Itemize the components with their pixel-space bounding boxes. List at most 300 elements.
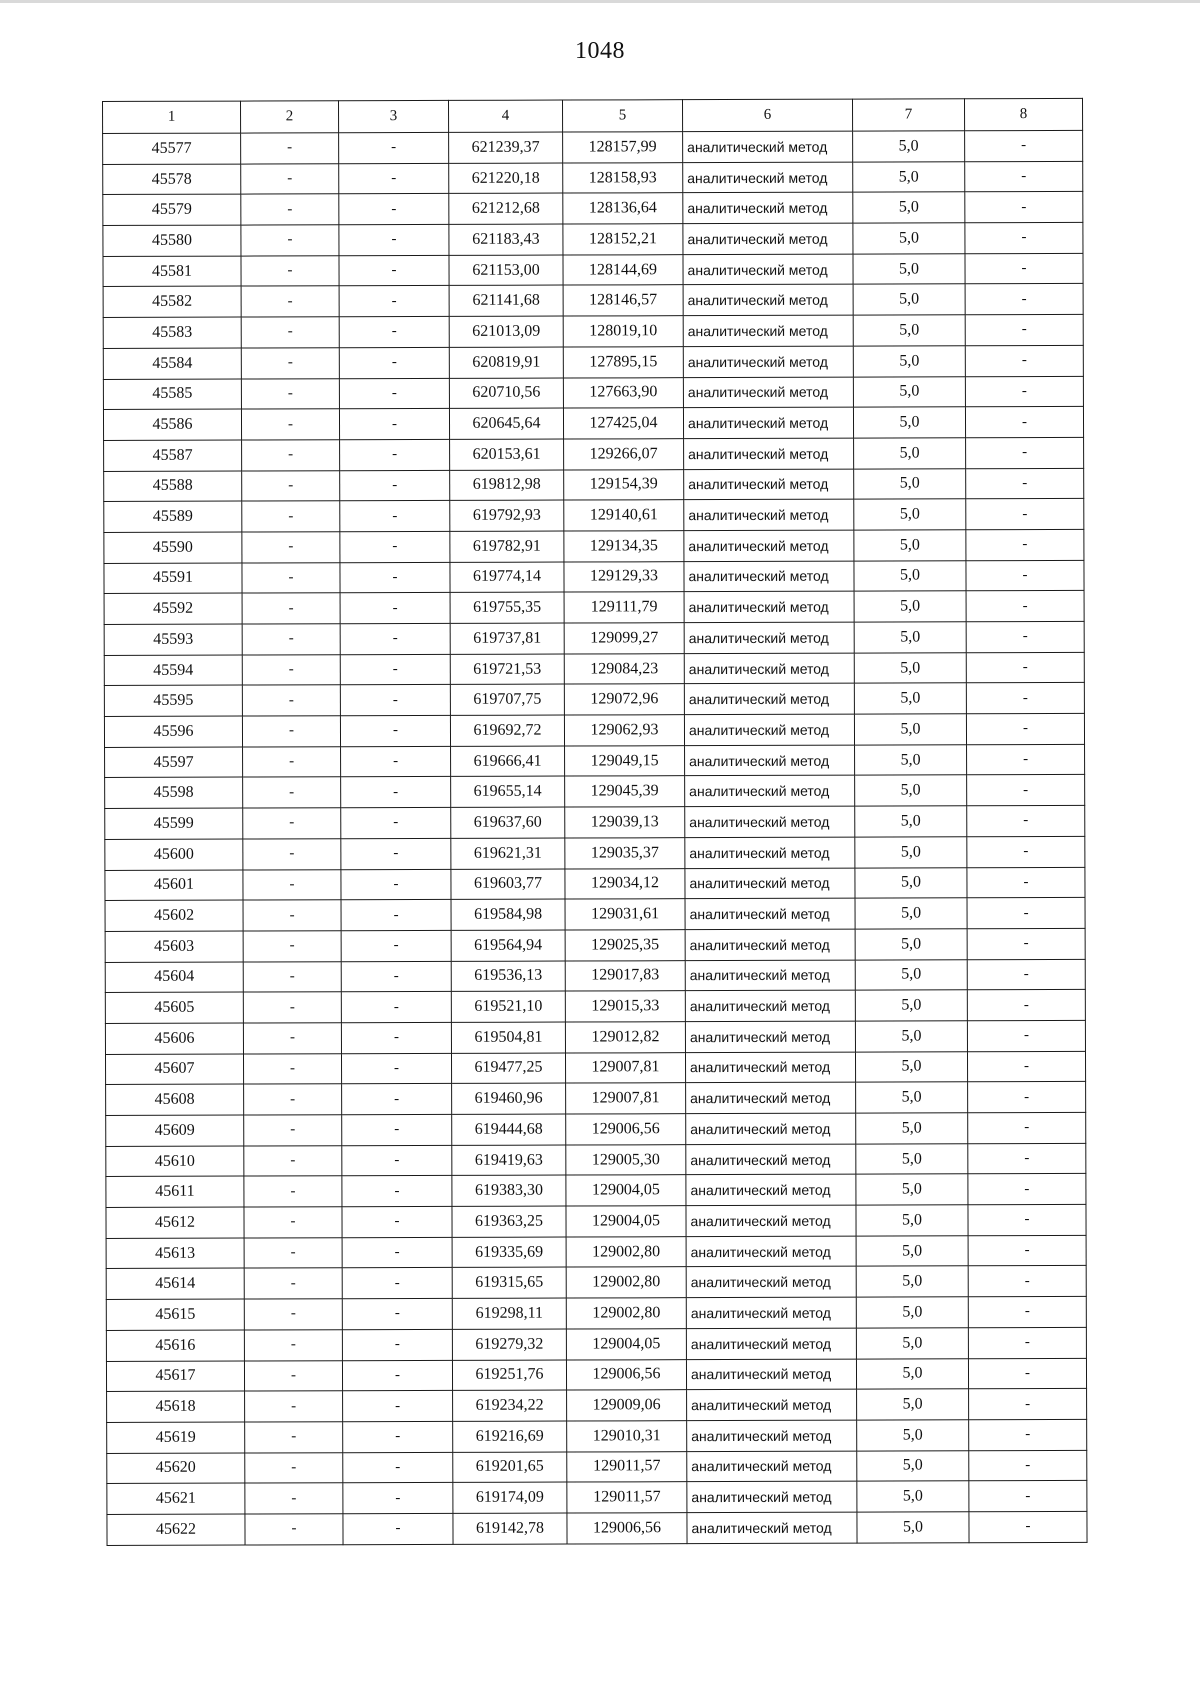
y-coordinate-cell: 129025,35 bbox=[565, 930, 685, 961]
table-row bbox=[103, 315, 1083, 349]
x-coordinate-cell: 619564,94 bbox=[451, 930, 565, 961]
accuracy-cell: 5,0 bbox=[855, 867, 967, 898]
column-8-cell: - bbox=[965, 222, 1083, 253]
column-2-cell: - bbox=[241, 225, 339, 256]
accuracy-cell: 5,0 bbox=[856, 1266, 968, 1297]
column-2-cell: - bbox=[245, 1391, 343, 1422]
y-coordinate-cell: 128136,64 bbox=[563, 193, 683, 224]
accuracy-cell: 5,0 bbox=[854, 591, 966, 622]
column-3-cell: - bbox=[339, 255, 449, 286]
column-8-cell: - bbox=[966, 713, 1084, 744]
column-2-cell: - bbox=[241, 133, 339, 164]
column-2-cell: - bbox=[241, 194, 339, 225]
point-number-cell: 45616 bbox=[106, 1330, 244, 1361]
method-cell: аналитический метод bbox=[685, 990, 855, 1021]
table-row bbox=[103, 192, 1083, 226]
column-3-cell: - bbox=[340, 654, 450, 685]
column-8-cell: - bbox=[965, 161, 1083, 192]
point-number-cell: 45587 bbox=[104, 440, 242, 471]
column-3-cell: - bbox=[341, 900, 451, 931]
column-2-cell: - bbox=[244, 1238, 342, 1269]
page-number: 1048 bbox=[575, 38, 625, 64]
column-2-cell: - bbox=[244, 1268, 342, 1299]
accuracy-cell: 5,0 bbox=[857, 1389, 969, 1420]
column-header-2: 2 bbox=[241, 101, 339, 133]
column-3-cell: - bbox=[339, 224, 449, 255]
column-8-cell: - bbox=[967, 867, 1085, 898]
method-cell: аналитический метод bbox=[686, 1082, 856, 1113]
table-row bbox=[103, 284, 1083, 318]
column-2-cell: - bbox=[243, 900, 341, 931]
y-coordinate-cell: 129002,80 bbox=[566, 1267, 686, 1298]
y-coordinate-cell: 129011,57 bbox=[567, 1451, 687, 1482]
point-number-cell: 45580 bbox=[103, 225, 241, 256]
y-coordinate-cell: 129266,07 bbox=[564, 439, 684, 470]
column-8-cell: - bbox=[968, 1143, 1086, 1174]
x-coordinate-cell: 619584,98 bbox=[451, 899, 565, 930]
point-number-cell: 45593 bbox=[104, 624, 242, 655]
x-coordinate-cell: 621183,43 bbox=[449, 224, 563, 255]
y-coordinate-cell: 129006,56 bbox=[566, 1359, 686, 1390]
accuracy-cell: 5,0 bbox=[857, 1450, 969, 1481]
y-coordinate-cell: 129099,27 bbox=[564, 623, 684, 654]
point-number-cell: 45618 bbox=[107, 1391, 245, 1422]
table-row bbox=[105, 1051, 1085, 1085]
table-row bbox=[107, 1389, 1087, 1423]
table-row bbox=[107, 1481, 1087, 1515]
accuracy-cell: 5,0 bbox=[854, 438, 966, 469]
y-coordinate-cell: 129134,35 bbox=[564, 531, 684, 562]
coordinates-table bbox=[102, 98, 1088, 1546]
table-row bbox=[104, 683, 1084, 717]
column-2-cell: - bbox=[244, 1115, 342, 1146]
table-row bbox=[104, 499, 1084, 533]
column-2-cell: - bbox=[241, 409, 339, 440]
table-row bbox=[103, 253, 1083, 287]
table-row bbox=[105, 806, 1085, 840]
column-2-cell: - bbox=[244, 1207, 342, 1238]
column-3-cell: - bbox=[340, 623, 450, 654]
point-number-cell: 45592 bbox=[104, 593, 242, 624]
method-cell: аналитический метод bbox=[685, 806, 855, 837]
column-3-cell: - bbox=[341, 869, 451, 900]
method-cell: аналитический метод bbox=[687, 1389, 857, 1420]
column-2-cell: - bbox=[243, 808, 341, 839]
y-coordinate-cell: 128144,69 bbox=[563, 254, 683, 285]
method-cell: аналитический метод bbox=[686, 1113, 856, 1144]
column-2-cell: - bbox=[245, 1514, 343, 1545]
method-cell: аналитический метод bbox=[686, 1359, 856, 1390]
table-row bbox=[103, 376, 1083, 410]
column-2-cell: - bbox=[243, 992, 341, 1023]
column-3-cell: - bbox=[343, 1483, 453, 1514]
table-row bbox=[106, 1297, 1086, 1331]
y-coordinate-cell: 129017,83 bbox=[565, 960, 685, 991]
column-3-cell: - bbox=[341, 961, 451, 992]
table-row bbox=[105, 990, 1085, 1024]
table-row bbox=[105, 836, 1085, 870]
accuracy-cell: 5,0 bbox=[853, 223, 965, 254]
column-3-cell: - bbox=[340, 501, 450, 532]
accuracy-cell: 5,0 bbox=[854, 560, 966, 591]
accuracy-cell: 5,0 bbox=[857, 1420, 969, 1451]
column-2-cell: - bbox=[244, 1330, 342, 1361]
accuracy-cell: 5,0 bbox=[855, 898, 967, 929]
column-2-cell: - bbox=[244, 1084, 342, 1115]
point-number-cell: 45619 bbox=[107, 1422, 245, 1453]
point-number-cell: 45602 bbox=[105, 900, 243, 931]
point-number-cell: 45579 bbox=[103, 194, 241, 225]
column-8-cell: - bbox=[966, 652, 1084, 683]
accuracy-cell: 5,0 bbox=[853, 131, 965, 162]
table-row bbox=[106, 1112, 1086, 1146]
x-coordinate-cell: 619603,77 bbox=[451, 869, 565, 900]
table-row bbox=[104, 713, 1084, 747]
y-coordinate-cell: 129084,23 bbox=[564, 653, 684, 684]
column-2-cell: - bbox=[245, 1452, 343, 1483]
table-row bbox=[103, 222, 1083, 256]
column-2-cell: - bbox=[243, 931, 341, 962]
column-8-cell: - bbox=[968, 1204, 1086, 1235]
x-coordinate-cell: 621220,18 bbox=[449, 163, 563, 194]
column-2-cell: - bbox=[241, 378, 339, 409]
method-cell: аналитический метод bbox=[683, 254, 853, 285]
y-coordinate-cell: 129002,80 bbox=[566, 1298, 686, 1329]
column-8-cell: - bbox=[968, 1235, 1086, 1266]
column-8-cell: - bbox=[969, 1511, 1087, 1542]
column-8-cell: - bbox=[967, 1051, 1085, 1082]
y-coordinate-cell: 129009,06 bbox=[567, 1390, 687, 1421]
point-number-cell: 45607 bbox=[105, 1054, 243, 1085]
point-number-cell: 45613 bbox=[106, 1238, 244, 1269]
column-2-cell: - bbox=[245, 1422, 343, 1453]
method-cell: аналитический метод bbox=[686, 1144, 856, 1175]
column-3-cell: - bbox=[340, 685, 450, 716]
x-coordinate-cell: 619755,35 bbox=[450, 592, 564, 623]
y-coordinate-cell: 129007,81 bbox=[566, 1083, 686, 1114]
table-row bbox=[106, 1358, 1086, 1392]
column-2-cell: - bbox=[242, 440, 340, 471]
column-8-cell: - bbox=[967, 744, 1085, 775]
point-number-cell: 45609 bbox=[106, 1115, 244, 1146]
column-3-cell: - bbox=[342, 1268, 452, 1299]
column-3-cell: - bbox=[342, 1299, 452, 1330]
point-number-cell: 45578 bbox=[103, 164, 241, 195]
y-coordinate-cell: 129140,61 bbox=[564, 500, 684, 531]
method-cell: аналитический метод bbox=[683, 223, 853, 254]
x-coordinate-cell: 619279,32 bbox=[452, 1329, 566, 1360]
table-row bbox=[103, 407, 1083, 441]
y-coordinate-cell: 129129,33 bbox=[564, 561, 684, 592]
x-coordinate-cell: 619621,31 bbox=[451, 838, 565, 869]
method-cell: аналитический метод bbox=[686, 1297, 856, 1328]
y-coordinate-cell: 128158,93 bbox=[563, 162, 683, 193]
method-cell: аналитический метод bbox=[685, 960, 855, 991]
point-number-cell: 45600 bbox=[105, 839, 243, 870]
column-3-cell: - bbox=[339, 163, 449, 194]
column-2-cell: - bbox=[241, 163, 339, 194]
method-cell: аналитический метод bbox=[685, 929, 855, 960]
column-8-cell: - bbox=[966, 560, 1084, 591]
column-8-cell: - bbox=[966, 468, 1084, 499]
point-number-cell: 45606 bbox=[105, 1023, 243, 1054]
point-number-cell: 45588 bbox=[104, 471, 242, 502]
table-row bbox=[107, 1511, 1087, 1545]
point-number-cell: 45604 bbox=[105, 962, 243, 993]
method-cell: аналитический метод bbox=[686, 1328, 856, 1359]
column-8-cell: - bbox=[967, 898, 1085, 929]
column-3-cell: - bbox=[341, 930, 451, 961]
column-3-cell: - bbox=[341, 808, 451, 839]
point-number-cell: 45620 bbox=[107, 1453, 245, 1484]
x-coordinate-cell: 619707,75 bbox=[450, 684, 564, 715]
y-coordinate-cell: 128019,10 bbox=[563, 316, 683, 347]
x-coordinate-cell: 620819,91 bbox=[449, 347, 563, 378]
table-header bbox=[103, 98, 1083, 133]
point-number-cell: 45617 bbox=[106, 1361, 244, 1392]
column-3-cell: - bbox=[341, 746, 451, 777]
column-8-cell: - bbox=[967, 775, 1085, 806]
column-3-cell: - bbox=[343, 1513, 453, 1544]
column-3-cell: - bbox=[339, 286, 449, 317]
method-cell: аналитический метод bbox=[685, 837, 855, 868]
column-8-cell: - bbox=[966, 499, 1084, 530]
y-coordinate-cell: 129035,37 bbox=[565, 837, 685, 868]
accuracy-cell: 5,0 bbox=[857, 1481, 969, 1512]
point-number-cell: 45603 bbox=[105, 931, 243, 962]
column-2-cell: - bbox=[242, 654, 340, 685]
y-coordinate-cell: 129072,96 bbox=[564, 684, 684, 715]
column-2-cell: - bbox=[245, 1483, 343, 1514]
y-coordinate-cell: 129006,56 bbox=[567, 1513, 687, 1544]
accuracy-cell: 5,0 bbox=[854, 468, 966, 499]
column-3-cell: - bbox=[342, 1237, 452, 1268]
point-number-cell: 45610 bbox=[106, 1146, 244, 1177]
column-8-cell: - bbox=[969, 1389, 1087, 1420]
column-3-cell: - bbox=[343, 1391, 453, 1422]
column-3-cell: - bbox=[343, 1452, 453, 1483]
y-coordinate-cell: 129007,81 bbox=[565, 1052, 685, 1083]
table-row bbox=[106, 1235, 1086, 1269]
accuracy-cell: 5,0 bbox=[856, 1236, 968, 1267]
accuracy-cell: 5,0 bbox=[856, 1358, 968, 1389]
column-3-cell: - bbox=[340, 531, 450, 562]
table-row bbox=[106, 1327, 1086, 1361]
method-cell: аналитический метод bbox=[687, 1420, 857, 1451]
header-row bbox=[103, 98, 1083, 133]
column-3-cell: - bbox=[339, 409, 449, 440]
column-3-cell: - bbox=[339, 317, 449, 348]
column-header-7: 7 bbox=[852, 99, 964, 131]
column-3-cell: - bbox=[339, 194, 449, 225]
point-number-cell: 45599 bbox=[105, 808, 243, 839]
y-coordinate-cell: 129031,61 bbox=[565, 899, 685, 930]
y-coordinate-cell: 129012,82 bbox=[565, 1022, 685, 1053]
accuracy-cell: 5,0 bbox=[853, 346, 965, 377]
point-number-cell: 45605 bbox=[105, 992, 243, 1023]
column-header-8: 8 bbox=[964, 98, 1082, 130]
column-8-cell: - bbox=[968, 1082, 1086, 1113]
x-coordinate-cell: 619444,68 bbox=[452, 1114, 566, 1145]
accuracy-cell: 5,0 bbox=[853, 315, 965, 346]
column-3-cell: - bbox=[341, 777, 451, 808]
method-cell: аналитический метод bbox=[684, 469, 854, 500]
column-8-cell: - bbox=[966, 437, 1084, 468]
accuracy-cell: 5,0 bbox=[853, 407, 965, 438]
method-cell: аналитический метод bbox=[684, 622, 854, 653]
method-cell: аналитический метод bbox=[684, 591, 854, 622]
column-3-cell: - bbox=[342, 1084, 452, 1115]
x-coordinate-cell: 619792,93 bbox=[450, 500, 564, 531]
accuracy-cell: 5,0 bbox=[857, 1512, 969, 1543]
method-cell: аналитический метод bbox=[683, 193, 853, 224]
point-number-cell: 45584 bbox=[103, 348, 241, 379]
table-row bbox=[106, 1204, 1086, 1238]
accuracy-cell: 5,0 bbox=[856, 1297, 968, 1328]
table-row bbox=[104, 468, 1084, 502]
column-header-5: 5 bbox=[562, 100, 682, 132]
point-number-cell: 45596 bbox=[104, 716, 242, 747]
column-8-cell: - bbox=[969, 1450, 1087, 1481]
column-8-cell: - bbox=[968, 1327, 1086, 1358]
table-row bbox=[104, 591, 1084, 625]
x-coordinate-cell: 621013,09 bbox=[449, 316, 563, 347]
column-8-cell: - bbox=[968, 1112, 1086, 1143]
method-cell: аналитический метод bbox=[686, 1205, 856, 1236]
column-2-cell: - bbox=[242, 501, 340, 532]
point-number-cell: 45621 bbox=[107, 1483, 245, 1514]
x-coordinate-cell: 619201,65 bbox=[453, 1452, 567, 1483]
x-coordinate-cell: 619504,81 bbox=[451, 1022, 565, 1053]
x-coordinate-cell: 619234,22 bbox=[453, 1390, 567, 1421]
accuracy-cell: 5,0 bbox=[856, 1328, 968, 1359]
y-coordinate-cell: 129004,05 bbox=[566, 1175, 686, 1206]
x-coordinate-cell: 619477,25 bbox=[451, 1053, 565, 1084]
x-coordinate-cell: 619536,13 bbox=[451, 961, 565, 992]
accuracy-cell: 5,0 bbox=[856, 1143, 968, 1174]
point-number-cell: 45614 bbox=[106, 1268, 244, 1299]
column-8-cell: - bbox=[965, 130, 1083, 161]
column-2-cell: - bbox=[241, 256, 339, 287]
y-coordinate-cell: 129006,56 bbox=[566, 1114, 686, 1145]
column-3-cell: - bbox=[342, 1329, 452, 1360]
column-3-cell: - bbox=[341, 1022, 451, 1053]
x-coordinate-cell: 619666,41 bbox=[451, 746, 565, 777]
column-3-cell: - bbox=[342, 1360, 452, 1391]
column-8-cell: - bbox=[966, 529, 1084, 560]
table-row bbox=[104, 437, 1084, 471]
x-coordinate-cell: 619419,63 bbox=[452, 1145, 566, 1176]
column-2-cell: - bbox=[243, 839, 341, 870]
x-coordinate-cell: 619216,69 bbox=[453, 1421, 567, 1452]
x-coordinate-cell: 621153,00 bbox=[449, 255, 563, 286]
column-3-cell: - bbox=[339, 132, 449, 163]
y-coordinate-cell: 129004,05 bbox=[566, 1206, 686, 1237]
method-cell: аналитический метод bbox=[683, 377, 853, 408]
x-coordinate-cell: 621212,68 bbox=[449, 193, 563, 224]
x-coordinate-cell: 619315,65 bbox=[452, 1267, 566, 1298]
column-2-cell: - bbox=[243, 1053, 341, 1084]
column-8-cell: - bbox=[967, 806, 1085, 837]
method-cell: аналитический метод bbox=[684, 714, 854, 745]
column-2-cell: - bbox=[243, 869, 341, 900]
accuracy-cell: 5,0 bbox=[856, 1205, 968, 1236]
y-coordinate-cell: 129002,80 bbox=[566, 1236, 686, 1267]
column-3-cell: - bbox=[342, 1114, 452, 1145]
table-row bbox=[105, 898, 1085, 932]
y-coordinate-cell: 129004,05 bbox=[566, 1328, 686, 1359]
point-number-cell: 45581 bbox=[103, 256, 241, 287]
table-row bbox=[105, 1020, 1085, 1054]
column-8-cell: - bbox=[968, 1358, 1086, 1389]
column-3-cell: - bbox=[340, 439, 450, 470]
table-row bbox=[107, 1450, 1087, 1484]
method-cell: аналитический метод bbox=[685, 1052, 855, 1083]
y-coordinate-cell: 129111,79 bbox=[564, 592, 684, 623]
accuracy-cell: 5,0 bbox=[855, 929, 967, 960]
x-coordinate-cell: 619737,81 bbox=[450, 623, 564, 654]
method-cell: аналитический метод bbox=[684, 653, 854, 684]
table-row bbox=[104, 529, 1084, 563]
column-2-cell: - bbox=[244, 1145, 342, 1176]
table-row bbox=[106, 1266, 1086, 1300]
y-coordinate-cell: 129015,33 bbox=[565, 991, 685, 1022]
column-3-cell: - bbox=[340, 593, 450, 624]
column-3-cell: - bbox=[340, 562, 450, 593]
scan-edge bbox=[0, 0, 1200, 3]
y-coordinate-cell: 127895,15 bbox=[563, 346, 683, 377]
point-number-cell: 45611 bbox=[106, 1176, 244, 1207]
accuracy-cell: 5,0 bbox=[855, 745, 967, 776]
accuracy-cell: 5,0 bbox=[854, 530, 966, 561]
point-number-cell: 45591 bbox=[104, 563, 242, 594]
table-row bbox=[105, 867, 1085, 901]
method-cell: аналитический метод bbox=[685, 745, 855, 776]
accuracy-cell: 5,0 bbox=[853, 376, 965, 407]
accuracy-cell: 5,0 bbox=[855, 806, 967, 837]
column-8-cell: - bbox=[965, 315, 1083, 346]
column-8-cell: - bbox=[965, 284, 1083, 315]
point-number-cell: 45586 bbox=[103, 409, 241, 440]
method-cell: аналитический метод bbox=[685, 868, 855, 899]
accuracy-cell: 5,0 bbox=[855, 775, 967, 806]
point-number-cell: 45583 bbox=[103, 317, 241, 348]
method-cell: аналитический метод bbox=[683, 162, 853, 193]
column-2-cell: - bbox=[242, 562, 340, 593]
x-coordinate-cell: 619383,30 bbox=[452, 1175, 566, 1206]
method-cell: аналитический метод bbox=[686, 1236, 856, 1267]
column-2-cell: - bbox=[242, 624, 340, 655]
y-coordinate-cell: 129049,15 bbox=[565, 745, 685, 776]
column-header-3: 3 bbox=[339, 100, 449, 132]
point-number-cell: 45615 bbox=[106, 1299, 244, 1330]
table-row bbox=[104, 652, 1084, 686]
accuracy-cell: 5,0 bbox=[854, 683, 966, 714]
table-row bbox=[105, 744, 1085, 778]
point-number-cell: 45601 bbox=[105, 870, 243, 901]
x-coordinate-cell: 620710,56 bbox=[449, 378, 563, 409]
table-row bbox=[103, 130, 1083, 164]
column-8-cell: - bbox=[965, 376, 1083, 407]
y-coordinate-cell: 129011,57 bbox=[567, 1482, 687, 1513]
point-number-cell: 45595 bbox=[104, 685, 242, 716]
table-row bbox=[105, 928, 1085, 962]
point-number-cell: 45622 bbox=[107, 1514, 245, 1545]
method-cell: аналитический метод bbox=[686, 1267, 856, 1298]
column-8-cell: - bbox=[965, 407, 1083, 438]
column-2-cell: - bbox=[242, 685, 340, 716]
column-8-cell: - bbox=[967, 836, 1085, 867]
